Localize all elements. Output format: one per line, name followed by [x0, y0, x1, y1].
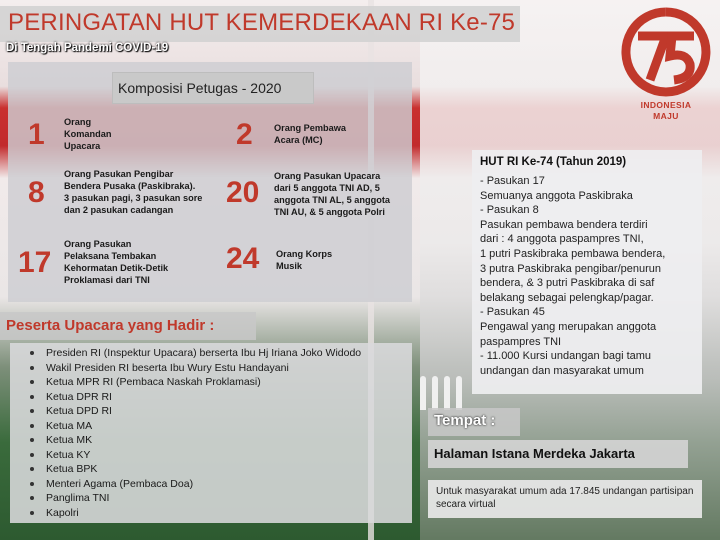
page-subtitle: Di Tengah Pandemi COVID-19: [6, 42, 169, 54]
tempat-label: Tempat :: [434, 412, 496, 429]
list-item: Presiden RI (Inspektur Upacara) berserta Ibu Hj Iriana Joko Widodo: [30, 346, 361, 361]
ceremony-troops: [420, 370, 480, 410]
list-item: Panglima TNI: [30, 491, 361, 506]
count-paskibraka: 8: [28, 176, 45, 209]
desc-komandan: Orang Komandan Upacara: [64, 117, 112, 151]
peserta-list: [30, 346, 361, 520]
logo-text-indonesia: INDONESIA: [640, 100, 692, 110]
list-item: Menteri Agama (Pembaca Doa): [30, 477, 361, 492]
hut-74-details: - Pasukan 17 Semuanya anggota Paskibraka - Pasukan 8 Pasukan pembawa bendera terdiri dari : 4 anggota paspampres TNI, 1 putri Paskibraka pembawa bendera, 3 putra Paskibraka pengibar/penurun bendera, & 3 putri Paskibraka di saf belakang sebagai pelengkap/pagar. - Pasukan 45 Pengawal yang merupakan anggota paspampres TNI - 11.000 Kursi undangan bagi tamu undangan dan masyarakat umum: [480, 175, 666, 377]
hut-74-title: HUT RI Ke-74 (Tahun 2019): [480, 156, 627, 168]
hut-75-logo: [616, 6, 716, 126]
desc-korps-musik: Orang Korps Musik: [276, 249, 333, 271]
desc-paskibraka: Orang Pasukan Pengibar Bendera Pusaka (Paskibraka). 3 pasukan pagi, 3 pasukan sore dan 2 pasukan cadangan: [64, 169, 203, 215]
peserta-title: Peserta Upacara yang Hadir :: [6, 317, 215, 334]
logo-text-maju: MAJU: [653, 111, 679, 121]
logo-75-icon: [616, 6, 716, 98]
page-title: PERINGATAN HUT KEMERDEKAAN RI Ke-75: [8, 9, 516, 36]
count-tembakan: 17: [18, 246, 52, 279]
list-item: Wakil Presiden RI beserta Ibu Wury Estu Handayani: [30, 361, 361, 376]
list-item: Ketua BPK: [30, 462, 361, 477]
list-item: Ketua DPR RI: [30, 390, 361, 405]
count-korps-musik: 24: [226, 242, 260, 275]
list-item: Kapolri: [30, 506, 361, 521]
list-item: Ketua MPR RI (Pembaca Naskah Proklamasi): [30, 375, 361, 390]
count-komandan: 1: [28, 118, 45, 151]
komposisi-title: Komposisi Petugas - 2020: [118, 80, 282, 96]
list-item: Ketua KY: [30, 448, 361, 463]
list-item: Ketua DPD RI: [30, 404, 361, 419]
desc-tembakan: Orang Pasukan Pelaksana Tembakan Kehormatan Detik-Detik Proklamasi dari TNI: [64, 239, 169, 285]
count-mc: 2: [236, 118, 253, 151]
count-pasukan-upacara: 20: [226, 176, 260, 209]
desc-mc: Orang Pembawa Acara (MC): [274, 123, 346, 145]
lokasi-text: Halaman Istana Merdeka Jakarta: [434, 446, 635, 461]
list-item: Ketua MA: [30, 419, 361, 434]
list-item: Ketua MK: [30, 433, 361, 448]
desc-pasukan-upacara: Orang Pasukan Upacara dari 5 anggota TNI AD, 5 anggota TNI AL, 5 anggota TNI AU, & 5 anggota Polri: [274, 171, 391, 217]
virtual-note: Untuk masyarakat umum ada 17.845 undangan partisipan secara virtual: [436, 486, 694, 510]
